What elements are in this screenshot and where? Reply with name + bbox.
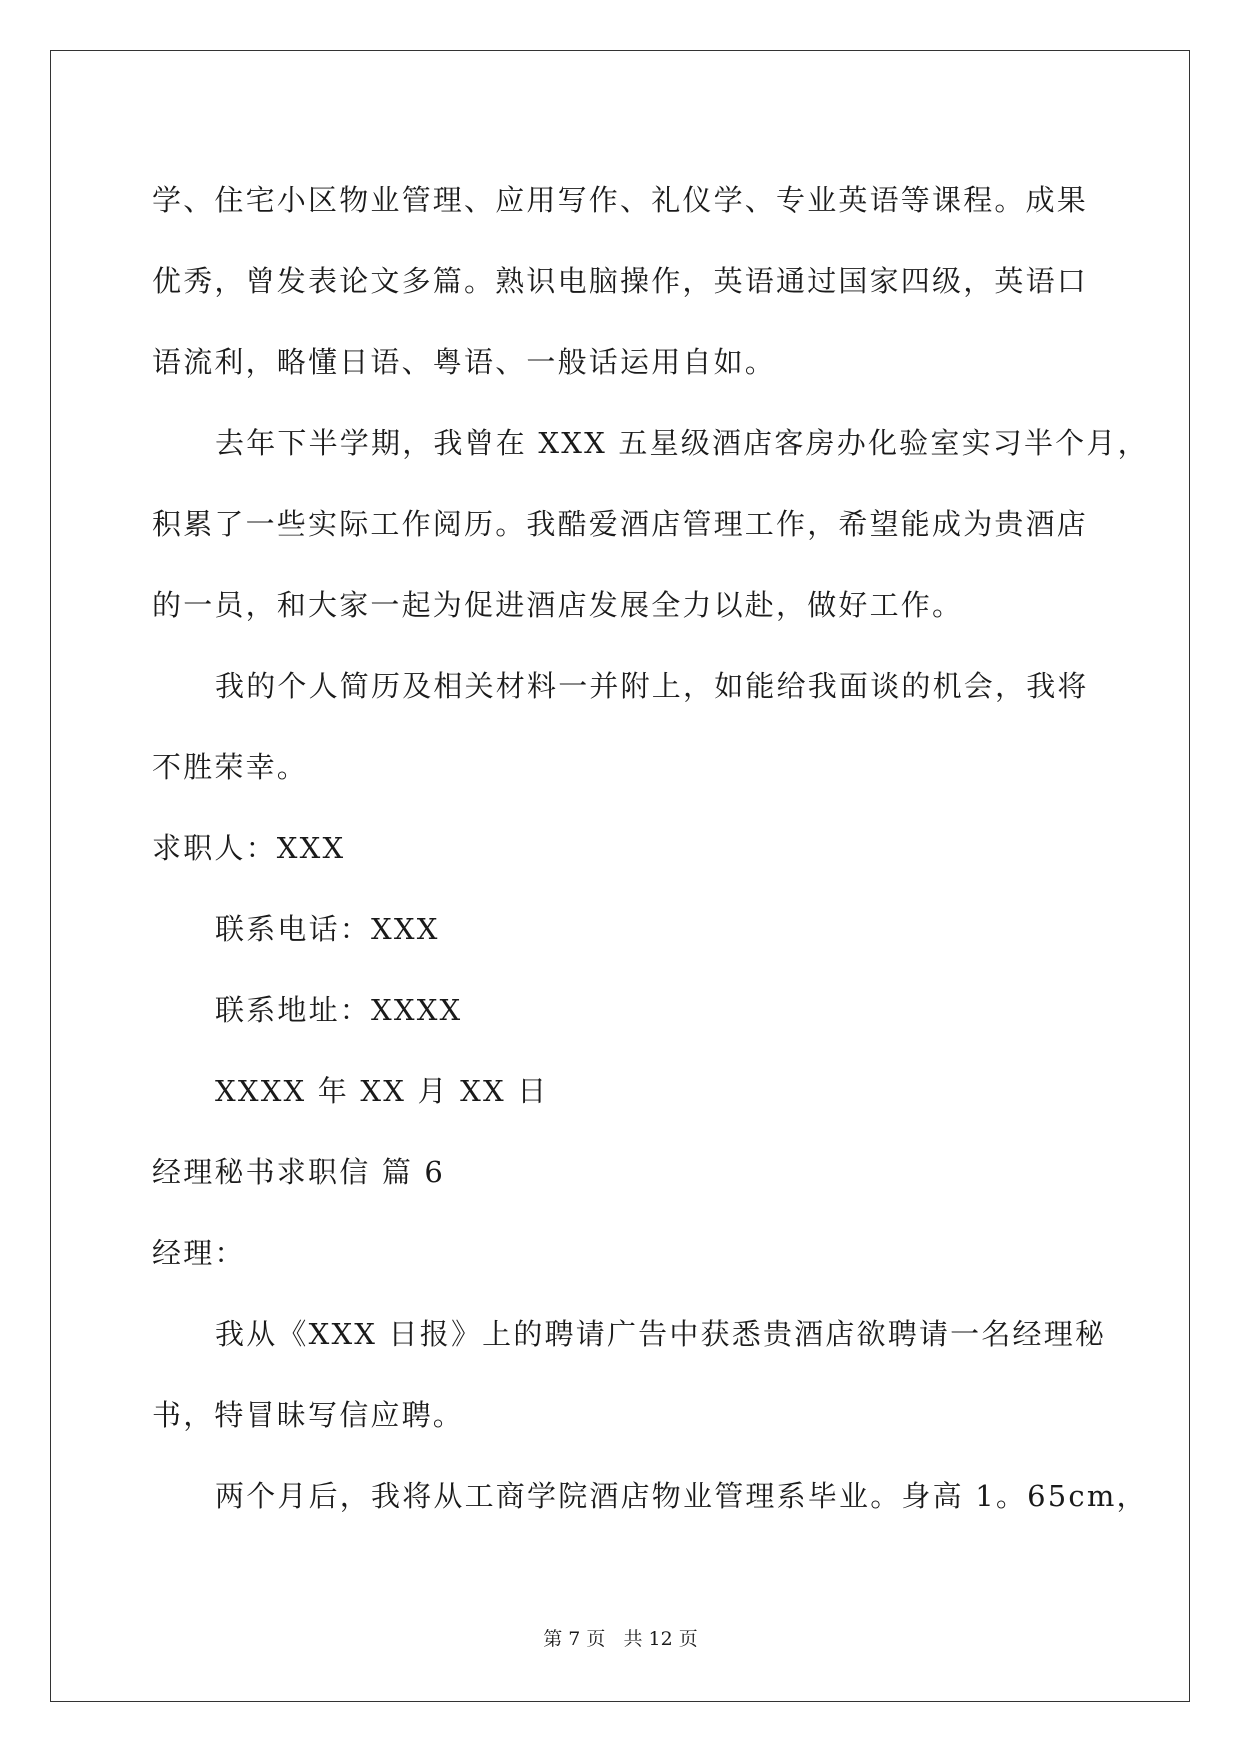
section-heading: 经理秘书求职信 篇 6	[152, 1155, 446, 1189]
page-footer	[0, 1624, 1241, 1651]
page-total: 共 12 页	[623, 1628, 698, 1650]
paragraph-line: 书，特冒昧写信应聘。	[152, 1398, 465, 1432]
paragraph-line: 语流利，略懂日语、粤语、一般话运用自如。	[152, 345, 777, 379]
date-line: XXXX 年 XX 月 XX 日	[215, 1074, 549, 1108]
paragraph-line: 的一员，和大家一起为促进酒店发展全力以赴，做好工作。	[152, 588, 964, 622]
applicant-line: 求职人：XXX	[152, 831, 346, 865]
page-number: 第 7 页	[543, 1628, 606, 1650]
salutation: 经理：	[152, 1236, 246, 1270]
paragraph-line: 我从《XXX 日报》上的聘请广告中获悉贵酒店欲聘请一名经理秘	[215, 1317, 1107, 1351]
paragraph-line: 去年下半学期，我曾在 XXX 五星级酒店客房办化验室实习半个月，	[215, 426, 1149, 460]
paragraph-line: 优秀，曾发表论文多篇。熟识电脑操作，英语通过国家四级，英语口	[152, 264, 1089, 298]
paragraph-line: 不胜荣幸。	[152, 750, 309, 784]
document-body	[152, 160, 1149, 1537]
contact-address-line: 联系地址：XXXX	[215, 993, 463, 1027]
paragraph-line: 两个月后，我将从工商学院酒店物业管理系毕业。身高 1。65cm，	[215, 1479, 1148, 1513]
paragraph-line: 学、住宅小区物业管理、应用写作、礼仪学、专业英语等课程。成果	[152, 183, 1089, 217]
paragraph-line: 我的个人简历及相关材料一并附上，如能给我面谈的机会，我将	[215, 669, 1089, 703]
paragraph-line: 积累了一些实际工作阅历。我酷爱酒店管理工作，希望能成为贵酒店	[152, 507, 1089, 541]
contact-phone-line: 联系电话：XXX	[215, 912, 440, 946]
